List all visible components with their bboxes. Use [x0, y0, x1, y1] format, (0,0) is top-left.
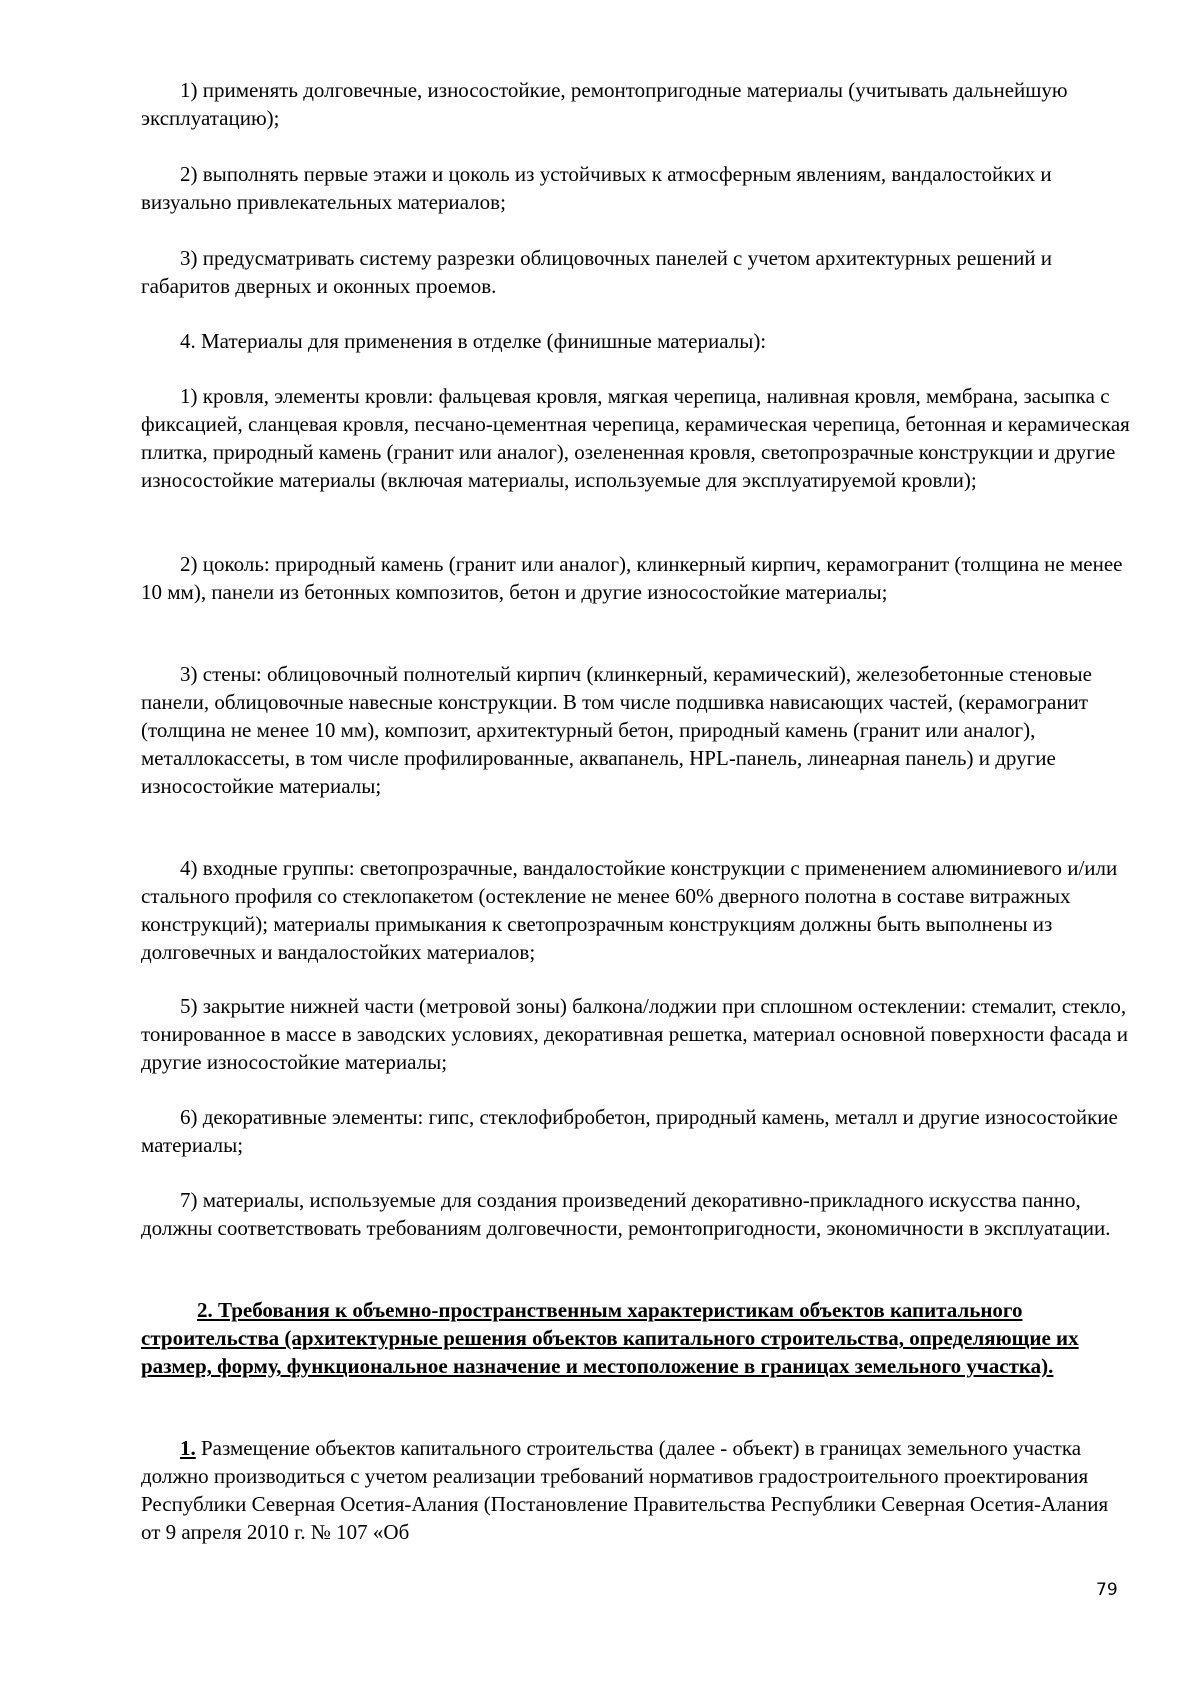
placement-paragraph-marker: 1. [180, 1436, 196, 1460]
finishing-materials-title: 4. Материалы для применения в отделке (финишные материалы): [180, 329, 767, 353]
placement-paragraph-text: Размещение объектов капитального строительства (далее - объект) в границах земельного участка должно производиться с учетом реализации требований нормативов градостроительного проектирования Республики Северная Осетия-Алания (Постановление Правительства Республики Северная Осетия-Алания от 9 апреля 2010 г. № 107 «Об [141, 1436, 1109, 1544]
list-item-first-floors-plinth: 2) выполнять первые этажи и цоколь из устойчивых к атмосферным явлениям, вандалостойких и визуально привлекательных материалов; [141, 162, 1052, 214]
list-item-balcony-lower-part: 5) закрытие нижней части (метровой зоны) балкона/лоджии при сплошном остеклении: стемалит, стекло, тонированное в массе в заводских условиях, декоративная решетка, материал основной поверхности фасада и другие износостойкие материалы; [141, 994, 1128, 1074]
list-item-apply-durable-materials: 1) применять долговечные, износостойкие, ремонтопригодные материалы (учитывать дальнейшую эксплуатацию); [141, 78, 1068, 130]
page-number: 79 [1096, 1580, 1118, 1600]
list-item-walls: 3) стены: облицовочный полнотелый кирпич (клинкерный, керамический), железобетонные стеновые панели, облицовочные навесные конструкции. В том числе подшивка нависающих частей, (керамогранит (толщина не менее 10 мм), композит, архитектурный бетон, природный камень (гранит или аналог), металлокассеты, в том числе профилированные, аквапанель, HPL-панель, линеарная панель) и другие износостойкие материалы; [141, 662, 1092, 798]
list-item-decorative-art-materials: 7) материалы, используемые для создания произведений декоративно-прикладного искусства панно, должны соответствовать требованиям долговечности, ремонтопригодности, экономичности в эксплуатации. [141, 1188, 1111, 1240]
section-heading: 2. Требования к объемно-пространственным характеристикам объектов капитального строительства (архитектурные решения объектов капитального строительства, определяющие их размер, форму, функциональное назначение и местоположение в границах земельного участка). [141, 1298, 1079, 1378]
placement-paragraph [141, 1434, 1131, 1546]
list-item-plinth-materials: 2) цоколь: природный камень (гранит или аналог), клинкерный кирпич, керамогранит (толщина не менее 10 мм), панели из бетонных композитов, бетон и другие износостойкие материалы; [141, 552, 1123, 604]
list-item-decorative-elements: 6) декоративные элементы: гипс, стеклофибробетон, природный камень, металл и другие износостойкие материалы; [141, 1105, 1118, 1157]
list-item-entrance-groups: 4) входные группы: светопрозрачные, вандалостойкие конструкции с применением алюминиевого и/или стального профиля со стеклопакетом (остекление не менее 60% дверного полотна в составе витражных конструкций); материалы примыкания к светопрозрачным конструкциям должны быть выполнены из долговечных и вандалостойких материалов; [141, 856, 1118, 964]
list-item-panel-cutting-system: 3) предусматривать систему разрезки облицовочных панелей с учетом архитектурных решений и габаритов дверных и оконных проемов. [141, 246, 1053, 298]
list-item-roofing: 1) кровля, элементы кровли: фальцевая кровля, мягкая черепица, наливная кровля, мембрана, засыпка с фиксацией, сланцевая кровля, песчано-цементная черепица, керамическая черепица, бетонная и керамическая плитка, природный камень (гранит или аналог), озелененная кровля, светопрозрачные конструкции и другие износостойкие материалы (включая материалы, используемые для эксплуатируемой кровли); [141, 384, 1130, 492]
